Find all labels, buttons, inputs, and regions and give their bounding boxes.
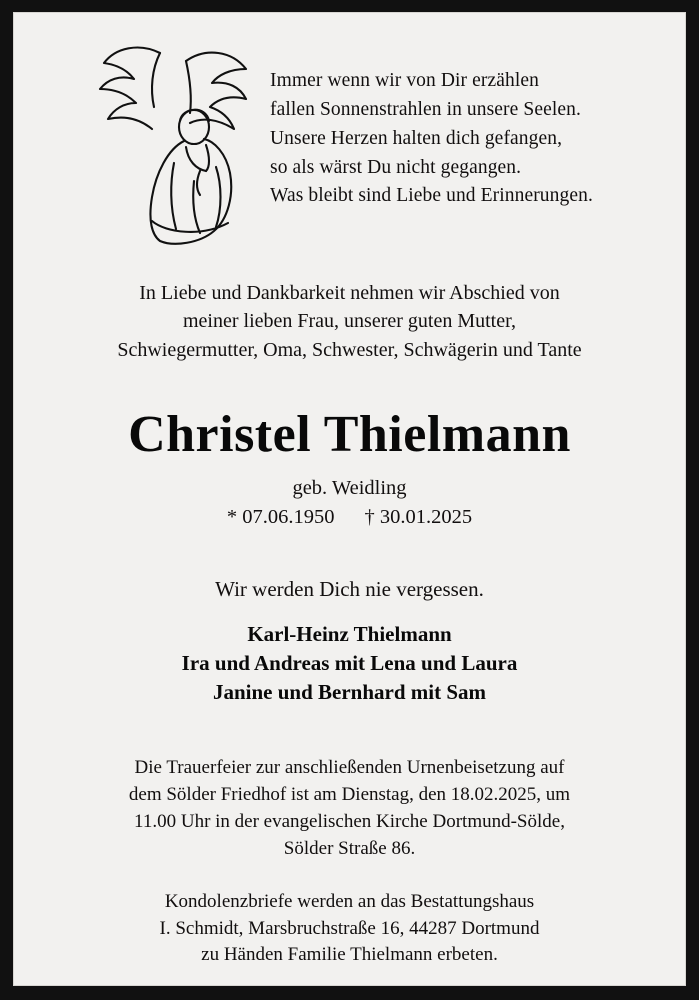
intro-line: Schwiegermutter, Oma, Schwester, Schwägerin und Tante	[117, 338, 582, 361]
obituary-card	[13, 12, 686, 986]
service-line: 11.00 Uhr in der evangelischen Kirche Dortmund-Sölde,	[134, 810, 565, 832]
service-line: dem Sölder Friedhof ist am Dienstag, den 18.02.2025, um	[128, 783, 571, 805]
family-line: Ira und Andreas mit Lena und Laura	[181, 650, 518, 675]
birth-date: * 07.06.1950	[226, 505, 335, 528]
family-line: Karl-Heinz Thielmann	[247, 621, 452, 646]
obituary-content	[14, 13, 685, 969]
poem-line: Immer wenn wir von Dir erzählen	[270, 70, 539, 91]
condolence-line: Kondolenzbriefe werden an das Bestattungshaus	[164, 890, 535, 912]
family-names	[40, 620, 659, 707]
poem-line: so als wärst Du nicht gegangen.	[270, 156, 522, 178]
life-dates	[40, 506, 659, 529]
service-details	[40, 755, 659, 863]
farewell-text: Wir werden Dich nie vergessen.	[215, 576, 484, 601]
deceased-name: Christel Thielmann	[128, 406, 571, 464]
intro-text	[40, 279, 659, 364]
header-block	[40, 29, 659, 245]
family-line: Janine und Bernhard mit Sam	[212, 679, 487, 704]
maiden-name: geb. Weidling	[292, 476, 407, 499]
service-line: Sölder Straße 86.	[283, 837, 416, 859]
condolence-line: zu Händen Familie Thielmann erbeten.	[201, 944, 498, 966]
condolence-line: I. Schmidt, Marsbruchstraße 16, 44287 Dortmund	[159, 917, 540, 939]
intro-line: meiner lieben Frau, unserer guten Mutter,	[183, 310, 516, 333]
poem	[270, 67, 659, 211]
poem-line: fallen Sonnenstrahlen in unsere Seelen.	[270, 98, 581, 120]
poem-line: Was bleibt sind Liebe und Erinnerungen.	[270, 185, 593, 207]
condolence-details	[40, 889, 659, 970]
service-line: Die Trauerfeier zur anschließenden Urnenbeisetzung auf	[134, 756, 565, 778]
intro-line: In Liebe und Dankbarkeit nehmen wir Abschied von	[139, 282, 560, 304]
death-date: † 30.01.2025	[364, 505, 473, 528]
poem-line: Unsere Herzen halten dich gefangen,	[270, 127, 563, 149]
angel-icon	[82, 35, 262, 245]
